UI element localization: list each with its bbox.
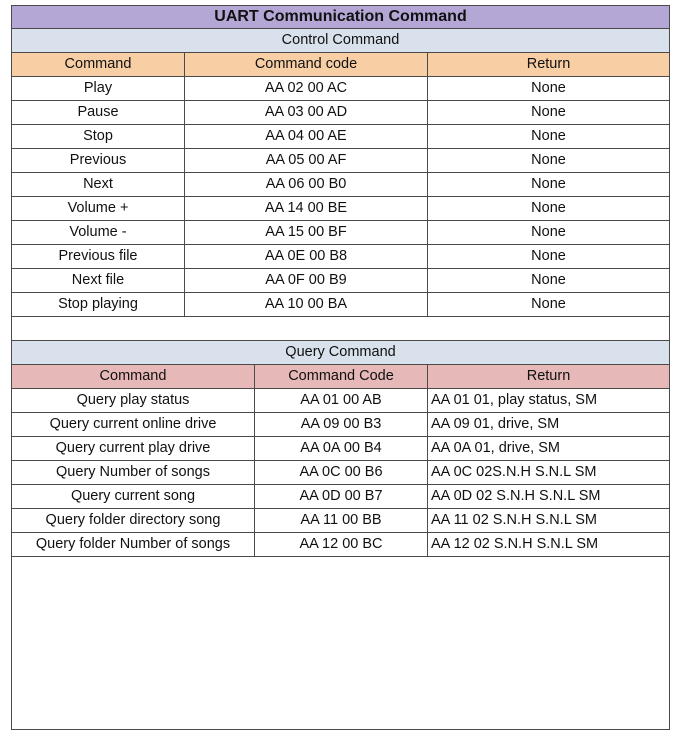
table-row <box>12 485 669 509</box>
code-cell: AA 06 00 B0 <box>185 173 428 196</box>
blank-row <box>12 317 669 341</box>
code-cell: AA 14 00 BE <box>185 197 428 220</box>
control-header-return: Return <box>526 56 571 72</box>
command-cell: Volume + <box>12 197 185 220</box>
code-cell: AA 11 00 BB <box>255 509 428 532</box>
command-cell: Stop <box>12 125 185 148</box>
table-title: UART Communication Command <box>214 8 467 25</box>
code-cell: AA 10 00 BA <box>185 293 428 316</box>
control-header-command: Command <box>12 53 185 76</box>
table-row <box>12 533 669 557</box>
command-cell: Previous file <box>12 245 185 268</box>
return-cell: AA 09 01, drive, SM <box>431 416 560 432</box>
code-cell: AA 04 00 AE <box>185 125 428 148</box>
query-header-command: Command <box>12 365 255 388</box>
command-cell: Query current online drive <box>12 413 255 436</box>
control-section-row <box>12 29 669 53</box>
return-cell: AA 12 02 S.N.H S.N.L SM <box>431 536 599 552</box>
code-cell: AA 03 00 AD <box>185 101 428 124</box>
table-row <box>12 437 669 461</box>
table-row <box>12 173 669 197</box>
table-row <box>12 245 669 269</box>
code-cell: AA 05 00 AF <box>185 149 428 172</box>
code-cell: AA 01 00 AB <box>255 389 428 412</box>
return-cell: AA 0C 02S.N.H S.N.L SM <box>431 464 597 480</box>
table-row <box>12 509 669 533</box>
code-cell: AA 0F 00 B9 <box>185 269 428 292</box>
command-cell: Query folder directory song <box>12 509 255 532</box>
code-cell: AA 0A 00 B4 <box>255 437 428 460</box>
code-cell: AA 09 00 B3 <box>255 413 428 436</box>
command-cell: Query current play drive <box>12 437 255 460</box>
code-cell: AA 0E 00 B8 <box>185 245 428 268</box>
command-cell: Stop playing <box>12 293 185 316</box>
return-cell: None <box>531 128 566 144</box>
command-cell: Query play status <box>12 389 255 412</box>
table-row <box>12 149 669 173</box>
control-header-code: Command code <box>185 53 428 76</box>
table-row <box>12 101 669 125</box>
command-cell: Query current song <box>12 485 255 508</box>
table-row <box>12 461 669 485</box>
return-cell: None <box>531 272 566 288</box>
command-cell: Next <box>12 173 185 196</box>
control-header-row <box>12 53 669 77</box>
return-cell: None <box>531 296 566 312</box>
return-cell: None <box>531 248 566 264</box>
table-row <box>12 197 669 221</box>
table-row <box>12 293 669 317</box>
table-row <box>12 77 669 101</box>
code-cell: AA 02 00 AC <box>185 77 428 100</box>
return-cell: None <box>531 104 566 120</box>
return-cell: None <box>531 176 566 192</box>
command-cell: Next file <box>12 269 185 292</box>
code-cell: AA 0D 00 B7 <box>255 485 428 508</box>
command-cell: Pause <box>12 101 185 124</box>
query-section-title: Query Command <box>285 344 396 360</box>
table-row <box>12 125 669 149</box>
table-row <box>12 269 669 293</box>
code-cell: AA 15 00 BF <box>185 221 428 244</box>
return-cell: None <box>531 80 566 96</box>
control-section-title: Control Command <box>281 32 400 48</box>
return-cell: None <box>531 200 566 216</box>
query-header-row <box>12 365 669 389</box>
return-cell: AA 01 01, play status, SM <box>431 392 598 408</box>
table-row <box>12 389 669 413</box>
return-cell: AA 0A 01, drive, SM <box>431 440 560 456</box>
table-row <box>12 221 669 245</box>
command-cell: Volume - <box>12 221 185 244</box>
return-cell: AA 0D 02 S.N.H S.N.L SM <box>431 488 601 504</box>
command-cell: Previous <box>12 149 185 172</box>
query-header-return: Return <box>526 368 571 384</box>
return-cell: AA 11 02 S.N.H S.N.L SM <box>431 512 598 528</box>
return-cell: None <box>531 152 566 168</box>
code-cell: AA 12 00 BC <box>255 533 428 556</box>
query-header-code: Command Code <box>255 365 428 388</box>
command-cell: Query folder Number of songs <box>12 533 255 556</box>
command-cell: Play <box>12 77 185 100</box>
uart-command-table <box>11 5 670 730</box>
return-cell: None <box>531 224 566 240</box>
table-title-row <box>12 6 669 29</box>
code-cell: AA 0C 00 B6 <box>255 461 428 484</box>
table-row <box>12 413 669 437</box>
command-cell: Query Number of songs <box>12 461 255 484</box>
query-section-row <box>12 341 669 365</box>
